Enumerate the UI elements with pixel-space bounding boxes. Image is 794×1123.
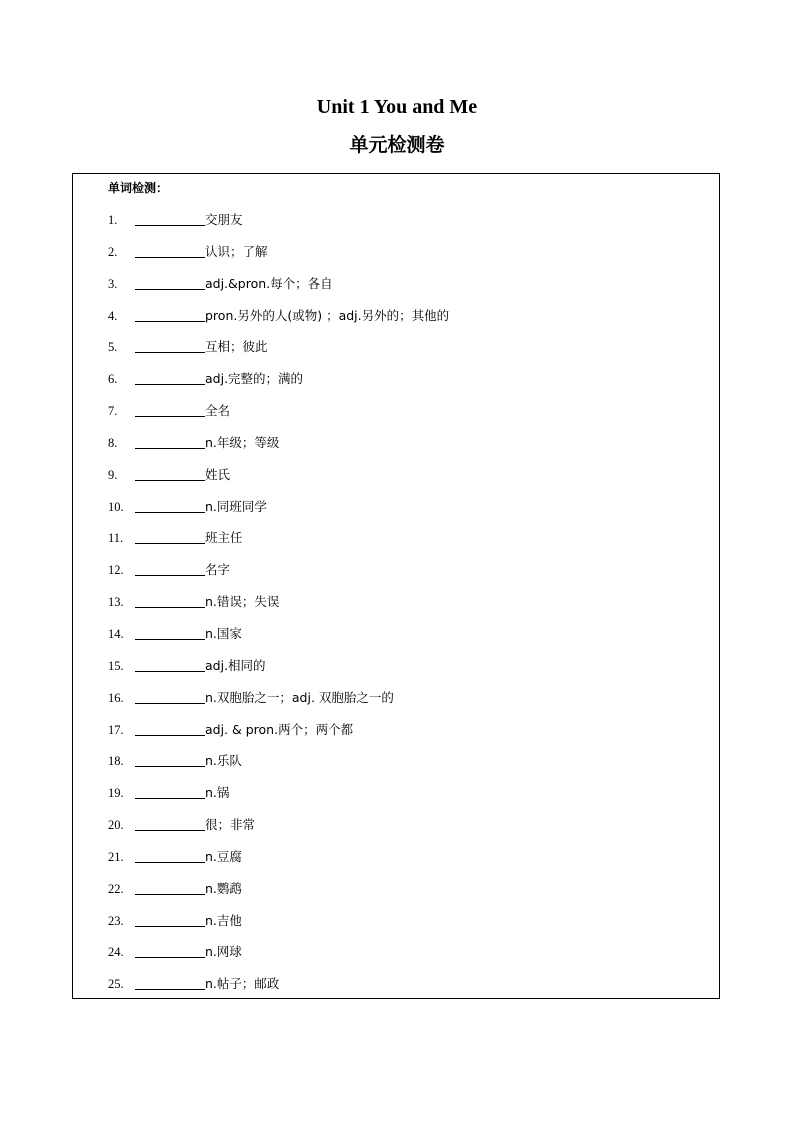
item-definition: 很；非常 — [205, 817, 256, 833]
list-item — [73, 690, 713, 722]
list-item — [73, 499, 713, 531]
list-item — [73, 371, 713, 403]
item-definition: n.同班同学 — [205, 498, 267, 514]
item-number: 25. — [108, 977, 124, 992]
item-definition: 认识；了解 — [205, 243, 268, 259]
item-definition: n.国家 — [205, 625, 242, 641]
item-number: 19. — [108, 786, 124, 801]
answer-blank[interactable] — [135, 575, 205, 576]
item-definition: adj.完整的；满的 — [205, 371, 304, 387]
answer-blank[interactable] — [135, 671, 205, 672]
list-item — [73, 276, 713, 308]
item-definition: n.豆腐 — [205, 848, 242, 864]
list-item — [73, 944, 713, 976]
item-number: 9. — [108, 467, 118, 482]
item-number: 22. — [108, 881, 124, 896]
item-number: 10. — [108, 499, 124, 514]
answer-blank[interactable] — [135, 639, 205, 640]
answer-blank[interactable] — [135, 926, 205, 927]
list-item — [73, 244, 713, 276]
answer-blank[interactable] — [135, 384, 205, 385]
item-definition: n.双胞胎之一；adj. 双胞胎之一的 — [205, 689, 394, 705]
item-definition: n.网球 — [205, 944, 242, 960]
item-number: 2. — [108, 244, 118, 259]
answer-blank[interactable] — [135, 321, 205, 322]
item-number: 20. — [108, 818, 124, 833]
list-item — [73, 849, 713, 881]
answer-blank[interactable] — [135, 735, 205, 736]
item-definition: adj.相同的 — [205, 657, 266, 673]
item-number: 3. — [108, 276, 118, 291]
item-definition: n.乐队 — [205, 753, 242, 769]
page-subtitle: 单元检测卷 — [349, 134, 445, 156]
list-item — [73, 562, 713, 594]
item-number: 7. — [108, 404, 118, 419]
item-number: 5. — [108, 340, 118, 355]
item-definition: 交朋友 — [205, 212, 243, 227]
answer-blank[interactable] — [135, 862, 205, 863]
item-definition: pron.另外的人(或物) ；adj.另外的；其他的 — [205, 307, 450, 323]
item-number: 23. — [108, 913, 124, 928]
page-title: Unit 1 You and Me — [316, 96, 478, 118]
list-item — [73, 435, 713, 467]
answer-blank[interactable] — [135, 289, 205, 290]
list-item — [73, 658, 713, 690]
item-definition: n.吉他 — [205, 912, 242, 928]
item-definition: 互相；彼此 — [205, 339, 268, 355]
list-item — [73, 753, 713, 785]
list-item — [73, 467, 713, 499]
item-number: 8. — [108, 435, 118, 450]
item-number: 15. — [108, 658, 124, 673]
list-item — [73, 626, 713, 658]
item-definition: 全名 — [205, 403, 231, 419]
item-definition: n.错误；失误 — [205, 594, 280, 610]
list-item — [73, 308, 713, 340]
item-number: 24. — [108, 945, 124, 960]
answer-blank[interactable] — [135, 830, 205, 831]
item-number: 13. — [108, 595, 124, 610]
answer-blank[interactable] — [135, 957, 205, 958]
answer-blank[interactable] — [135, 989, 205, 990]
item-definition: adj. & pron.两个；两个都 — [205, 721, 354, 737]
item-definition: n.鹦鹉 — [205, 880, 242, 896]
answer-blank[interactable] — [135, 416, 205, 417]
list-item — [73, 403, 713, 435]
section-label: 单词检测： — [108, 181, 169, 195]
item-number: 21. — [108, 849, 124, 864]
list-item — [73, 881, 713, 913]
list-item — [73, 594, 713, 626]
answer-blank[interactable] — [135, 894, 205, 895]
item-definition: n.帖子；邮政 — [205, 976, 280, 992]
item-number: 18. — [108, 754, 124, 769]
item-definition: 姓氏 — [205, 466, 231, 482]
answer-blank[interactable] — [135, 257, 205, 258]
vocabulary-list — [73, 212, 713, 1008]
item-number: 4. — [108, 308, 118, 323]
item-definition: 名字 — [205, 562, 231, 578]
answer-blank[interactable] — [135, 448, 205, 449]
list-item — [73, 212, 713, 244]
item-number: 17. — [108, 722, 124, 737]
item-number: 12. — [108, 563, 124, 578]
answer-blank[interactable] — [135, 512, 205, 513]
answer-blank[interactable] — [135, 352, 205, 353]
item-number: 1. — [108, 213, 118, 227]
answer-blank[interactable] — [135, 480, 205, 481]
list-item — [73, 339, 713, 371]
answer-blank[interactable] — [135, 225, 205, 226]
answer-blank[interactable] — [135, 607, 205, 608]
item-number: 16. — [108, 690, 124, 705]
list-item — [73, 976, 713, 1008]
item-number: 6. — [108, 372, 118, 387]
item-definition: adj.&pron.每个；各自 — [205, 275, 333, 291]
vocabulary-test-box — [72, 173, 720, 999]
item-definition: n.锅 — [205, 785, 230, 801]
answer-blank[interactable] — [135, 543, 205, 544]
item-number: 11. — [108, 531, 124, 546]
list-item — [73, 530, 713, 562]
list-item — [73, 913, 713, 945]
answer-blank[interactable] — [135, 703, 205, 704]
list-item — [73, 785, 713, 817]
answer-blank[interactable] — [135, 766, 205, 767]
list-item — [73, 817, 713, 849]
answer-blank[interactable] — [135, 798, 205, 799]
list-item — [73, 722, 713, 754]
item-number: 14. — [108, 626, 124, 641]
item-definition: n.年级；等级 — [205, 434, 280, 450]
item-definition: 班主任 — [205, 530, 243, 546]
